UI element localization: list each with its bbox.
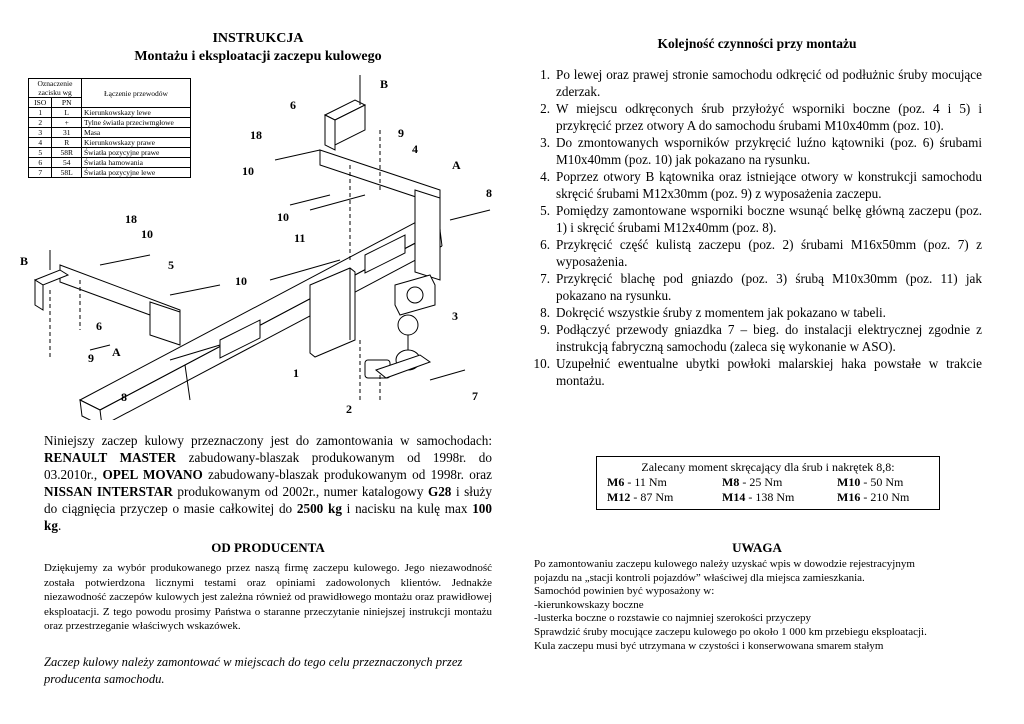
cell-pn: 58L <box>52 168 82 178</box>
diagram-label-1: 1 <box>293 366 299 380</box>
step-text: Do zmontowanych wsporników przykręcić luźno kątowniki (poz. 6) śrubami M10x40mm (poz. 10) jak pokazano na rysunku. <box>556 135 982 167</box>
diagram-label-a-left: A <box>112 345 121 359</box>
table-row <box>29 108 191 118</box>
intro-text-6: i nacisku na kulę max <box>341 501 473 516</box>
torque-value: - 210 Nm <box>860 490 910 504</box>
bolt-size: M6 <box>607 475 625 489</box>
socket-plate <box>395 275 435 315</box>
warning-line: -kierunkowskazy boczne <box>534 598 644 611</box>
wiring-table <box>28 78 191 178</box>
diagram-label-8-left: 8 <box>121 390 127 404</box>
cell-iso: 5 <box>29 148 52 158</box>
model-nissan: NISSAN INTERSTAR <box>44 484 173 499</box>
bolt-size: M12 <box>607 490 631 504</box>
torque-cell <box>722 475 837 490</box>
bolt-size: M14 <box>722 490 746 504</box>
torque-cell <box>837 475 929 490</box>
cell-pn: R <box>52 138 82 148</box>
diagram-label-7: 7 <box>472 389 478 403</box>
intro-paragraph <box>44 432 492 534</box>
cell-pn: 54 <box>52 158 82 168</box>
cell-desc: Kierunkowskazy lewe <box>82 108 191 118</box>
torque-value: - 87 Nm <box>630 490 674 504</box>
left-side-bracket <box>60 265 180 345</box>
diagram-label-8-right: 8 <box>486 186 492 200</box>
diagram-label-3: 3 <box>452 309 458 323</box>
list-item <box>528 355 982 389</box>
diagram-label-5: 5 <box>168 258 174 272</box>
steps-title: Kolejność czynności przy montażu <box>657 36 857 51</box>
step-text: Po lewej oraz prawej stronie samochodu odkręcić od podłużnic śruby mocujące zderzak. <box>556 67 982 99</box>
document-title <box>20 30 496 66</box>
cell-iso: 7 <box>29 168 52 178</box>
torque-value: - 138 Nm <box>745 490 795 504</box>
warning-line: Po zamontowaniu zaczepu kulowego należy uzyskać wpis w dowodzie rejestracyjnym <box>534 558 915 570</box>
torque-cell <box>607 475 722 490</box>
step-text: Pomiędzy zamontowane wsporniki boczne wsunąć belkę główną zaczepu (poz. 1) i skręcić śrubami M12x40mm (poz. 8). <box>556 203 982 235</box>
diagram-label-a-right: A <box>452 158 461 172</box>
diagram-label-9-top: 9 <box>398 126 404 140</box>
wiring-col-pn: PN <box>52 98 82 108</box>
step-number: 5. <box>540 203 550 218</box>
list-item <box>528 134 982 168</box>
step-number: 9. <box>540 322 550 337</box>
warning-title: UWAGA <box>732 540 782 555</box>
step-text: Podłączyć przewody gniazdka 7 – bieg. do instalacji elektrycznej zgodnie z instrukcją fabryczną samochodu (zaleca się wykonanie w ASO). <box>556 322 982 354</box>
intro-text-3: zabudowany-blaszak produkowanym od 1998r. oraz <box>202 467 492 482</box>
producer-text: Dziękujemy za wybór produkowanego przez naszą firmę zaczepu kulowego. Jego niezawodność została potwierdzona licznymi testami oraz opiniami zadowolonych klientów. Jednakże niezawodność zaczepów kulowych jest zależna również od prawidłowego montażu oraz prawidłowej eksploatacji. Z tego powodu prosimy Państwa o staranne przeczytanie niniejszej instrukcji montażu oraz przestrzeganie właściwych wskazówek. <box>44 562 492 633</box>
title-line-1: INSTRUKCJA <box>212 31 304 46</box>
torque-value: - 11 Nm <box>624 475 667 489</box>
catalog-number: G28 <box>427 484 452 499</box>
list-item <box>528 100 982 134</box>
step-text: Przykręcić blachę pod gniazdo (poz. 3) śrubą M10x30mm (poz. 11) jak pokazano na rysunku. <box>556 271 982 303</box>
step-text: Przykręcić część kulistą zaczepu (poz. 2) śrubami M16x50mm (poz. 7) z wyposażenia. <box>556 237 982 269</box>
torque-row <box>607 490 929 505</box>
step-number: 10. <box>533 356 550 371</box>
warning-line: Kula zaczepu musi być utrzymana w czystości i konserwowana smarem stałym <box>534 639 884 652</box>
torque-cell <box>607 490 722 505</box>
diagram-label-10-left: 10 <box>141 227 153 241</box>
mounting-note: Zaczep kulowy należy zamontować w miejscach do tego celu przeznaczonych przez producenta samochodu. <box>44 655 463 686</box>
cell-desc: Światła pozycyjne prawe <box>82 148 191 158</box>
step-text: W miejscu odkręconych śrub przyłożyć wsporniki boczne (poz. 4 i 5) i przykręcić przez otwory A do samochodu śrubami M10x40mm (poz. 10). <box>556 101 982 133</box>
table-row <box>29 128 191 138</box>
step-number: 7. <box>540 271 550 286</box>
warning-line: Samochód powinien być wyposażony w: <box>534 585 715 598</box>
max-trailer-mass: 2500 kg <box>296 501 342 516</box>
cell-iso: 2 <box>29 118 52 128</box>
step-number: 4. <box>540 169 550 184</box>
torque-caption: Zalecany moment skręcający dla śrub i nakrętek 8,8: <box>641 460 895 474</box>
step-number: 1. <box>540 67 550 82</box>
bolt-size: M10 <box>837 475 861 489</box>
diagram-label-18-top: 18 <box>250 128 262 142</box>
intro-text-2: zabudowany-blaszak produkowanym od 1998r. do 03.2010r., <box>44 450 492 482</box>
bolt-size: M16 <box>837 490 861 504</box>
torque-cell <box>722 490 837 505</box>
diagram-label-4: 4 <box>412 142 418 156</box>
diagram-label-10-mid: 10 <box>277 210 289 224</box>
diagram-label-11: 11 <box>294 231 306 245</box>
max-ball-load: 100 kg <box>44 501 492 533</box>
intro-text-7: . <box>57 518 62 533</box>
list-item <box>528 304 982 321</box>
cell-pn: 31 <box>52 128 82 138</box>
producer-title: OD PRODUCENTA <box>211 540 325 555</box>
torque-row <box>607 475 929 490</box>
warning-line: -lusterka boczne o rozstawie co najmniej szerokości przyczepy <box>534 612 812 625</box>
step-number: 8. <box>540 305 550 320</box>
torque-value: - 25 Nm <box>739 475 783 489</box>
list-item <box>528 236 982 270</box>
torque-table <box>596 456 940 510</box>
main-beam <box>80 220 442 420</box>
warning-line: Sprawdzić śruby mocujące zaczepu kulowego po około 1 000 km przebiegu eksploatacji. <box>534 625 927 638</box>
diagram-label-6-top: 6 <box>290 98 296 112</box>
model-renault: RENAULT MASTER <box>44 450 177 465</box>
step-text: Dokręcić wszystkie śruby z momentem jak pokazano w tabeli. <box>556 305 886 320</box>
wiring-header-desc: Łączenie przewodów <box>82 79 191 108</box>
step-number: 2. <box>540 101 550 116</box>
step-number: 6. <box>540 237 550 252</box>
cell-desc: Masa <box>82 128 191 138</box>
table-row <box>29 148 191 158</box>
list-item <box>528 321 982 355</box>
cell-pn: L <box>52 108 82 118</box>
diagram-label-10-top: 10 <box>242 164 254 178</box>
list-item <box>528 202 982 236</box>
diagram-label-b-left: B <box>20 254 29 268</box>
table-row <box>29 138 191 148</box>
cell-iso: 4 <box>29 138 52 148</box>
list-item <box>528 168 982 202</box>
cell-pn: 58R <box>52 148 82 158</box>
list-item <box>528 270 982 304</box>
top-angle-bracket <box>325 80 365 150</box>
diagram-label-10-low: 10 <box>235 274 247 288</box>
cell-iso: 1 <box>29 108 52 118</box>
diagram-label-9-left: 9 <box>88 351 94 365</box>
list-item <box>528 66 982 100</box>
assembly-steps <box>528 66 982 389</box>
diagram-label-b-top: B <box>380 77 389 91</box>
table-row <box>29 158 191 168</box>
cell-desc: Kierunkowskazy prawe <box>82 138 191 148</box>
model-opel: OPEL MOVANO <box>102 467 203 482</box>
cell-desc: Światła hamowania <box>82 158 191 168</box>
wiring-col-iso: ISO <box>29 98 52 108</box>
warning-line: pojazdu na „stacji kontroli pojazdów” właściwej dla miejsca zamieszkania. <box>534 571 865 584</box>
torque-value: - 50 Nm <box>860 475 904 489</box>
intro-text-1: Niniejszy zaczep kulowy przeznaczony jest do zamontowania w samochodach: <box>44 433 492 448</box>
cell-desc: Światła pozycyjne lewe <box>82 168 191 178</box>
step-number: 3. <box>540 135 550 150</box>
title-line-2: Montażu i eksploatacji zaczepu kulowego <box>134 49 382 64</box>
table-row <box>29 118 191 128</box>
cell-iso: 6 <box>29 158 52 168</box>
step-text: Poprzez otwory B kątownika oraz istniejące otwory w konstrukcji samochodu skręcić śrubami M12x30mm (poz. 9) z wyposażenia zaczepu. <box>556 169 982 201</box>
cell-iso: 3 <box>29 128 52 138</box>
diagram-label-6-left: 6 <box>96 319 102 333</box>
bolt-size: M8 <box>722 475 740 489</box>
wiring-header-group: Oznaczenie zacisku wg <box>29 79 82 98</box>
intro-text-5: i służy do ciągnięcia przyczep o masie całkowitej do <box>44 484 492 516</box>
diagram-label-18-left: 18 <box>125 212 137 226</box>
cell-pn: + <box>52 118 82 128</box>
intro-text-4: produkowanym od 2002r., numer katalogowy <box>172 484 428 499</box>
diagram-label-2: 2 <box>346 402 352 416</box>
table-row <box>29 168 191 178</box>
torque-cell <box>837 490 929 505</box>
cell-desc: Tylne światła przeciwmgłowe <box>82 118 191 128</box>
warning-text <box>534 558 984 653</box>
left-column <box>20 30 496 66</box>
step-text: Uzupełnić ewentualne ubytki powłoki malarskiej haka powstałe w trakcie montażu. <box>556 356 982 388</box>
